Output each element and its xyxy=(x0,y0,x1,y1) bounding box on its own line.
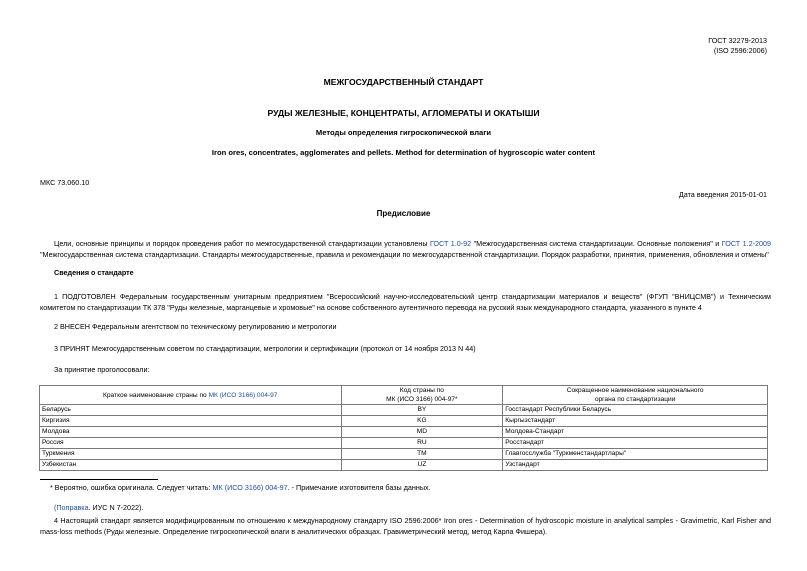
footnote-mk-link[interactable]: МК (ИСО 3166) 004-97 xyxy=(212,483,288,492)
country-cell: Беларусь xyxy=(40,405,342,416)
org-cell: Молдова-Стандарт xyxy=(503,427,768,438)
amendment-text: . ИУС N 7-2022). xyxy=(88,503,144,512)
code-cell: TM xyxy=(341,449,503,460)
doc-title: РУДЫ ЖЕЛЕЗНЫЕ, КОНЦЕНТРАТЫ, АГЛОМЕРАТЫ И ОКАТЫШИ xyxy=(267,108,540,118)
country-cell: Россия xyxy=(40,438,342,449)
header-country xyxy=(40,386,342,405)
table-row xyxy=(40,449,768,460)
table-row xyxy=(40,405,768,416)
country-cell: Молдова xyxy=(40,427,342,438)
paragraph-voted: За принятие проголосовали: xyxy=(54,365,150,374)
header-org-line1: Сокращенное наименование национального xyxy=(566,387,704,394)
iso-code: (ISO 2596:2006) xyxy=(713,46,767,55)
table-header-row xyxy=(40,386,768,405)
paragraph-iso-reference: 4 Настоящий стандарт является модифицированным по отношению к международному стандарту ISO 2596:2006* Iron ores - Determination of hydroscopic moisture in analytical samples - Gravimetric, Karl Fisher and mass-loss methods (Руды железные. Определение гигроскопической влаги в аналитических образцах. Гравиметрический метод, метод Карла Фишера). xyxy=(40,516,771,536)
doc-code-block xyxy=(708,36,767,56)
header-code-line1: Код страны по xyxy=(399,387,444,394)
org-cell: Кыргызстандарт xyxy=(503,416,768,427)
org-cell: Госстандарт Республики Беларусь xyxy=(503,405,768,416)
table-row xyxy=(40,416,768,427)
code-cell: RU xyxy=(341,438,503,449)
footnote xyxy=(50,483,431,492)
header-org xyxy=(503,386,768,405)
amendment-note xyxy=(54,503,143,512)
preface-text: "Межгосударственная система стандартизации. Стандарты межгосударственные, правила и рекомендации по межгосударственной стандартизации. Порядок разработки, принятия, применения, обновления и отмены" xyxy=(40,250,769,259)
preface-heading: Предисловие xyxy=(376,209,431,218)
code-cell: MD xyxy=(341,427,503,438)
mks-code: МКС 73.060.10 xyxy=(40,178,90,187)
header-code-line2: МК (ИСО 3166) 004-97* xyxy=(386,396,458,403)
paragraph-adopted: 3 ПРИНЯТ Межгосударственным советом по стандартизации, метрологии и сертификации (протокол от 14 ноября 2013 N 44) xyxy=(54,344,476,353)
gost-1-0-92-link[interactable]: ГОСТ 1.0-92 xyxy=(429,239,472,248)
preface-paragraph-goals xyxy=(40,238,771,260)
code-cell: KG xyxy=(341,416,503,427)
voting-countries-table xyxy=(39,385,768,471)
country-cell: Узбекистан xyxy=(40,460,342,471)
table-row xyxy=(40,427,768,438)
footnote-text: * Вероятно, ошибка оригинала. Следует читать: xyxy=(50,483,213,492)
header-country-text: Краткое наименование страны по xyxy=(103,391,209,399)
preface-text: Цели, основные принципы и порядок проведения работ по межгосударственной стандартизации установлены xyxy=(54,239,430,248)
org-cell: Главгосслужба "Туркменстандартлары" xyxy=(503,449,768,460)
doc-code: ГОСТ 32279-2013 xyxy=(708,36,767,45)
intro-date: Дата введения 2015-01-01 xyxy=(678,190,767,199)
standard-type: МЕЖГОСУДАРСТВЕННЫЙ СТАНДАРТ xyxy=(323,77,484,87)
code-cell: UZ xyxy=(341,460,503,471)
doc-title-en: Iron ores, concentrates, agglomerates and pellets. Method for determination of hygroscopic water content xyxy=(211,148,596,157)
preface-text: "Межгосударственная система стандартизации. Основные положения" и xyxy=(471,239,722,248)
header-code xyxy=(341,386,503,405)
org-cell: Росстандарт xyxy=(503,438,768,449)
org-cell: Узстандарт xyxy=(503,460,768,471)
table-row xyxy=(40,438,768,449)
info-heading: Сведения о стандарте xyxy=(54,268,134,277)
paragraph-prepared: 1 ПОДГОТОВЛЕН Федеральным государственным унитарным предприятием "Всероссийский научно-исследовательский центр стандартизации материалов и веществ" (ФГУП "ВНИЦСМВ") и Техническим комитетом по стандартизации ТК 378 "Руды железные, марганцевые и хромовые" на основе собственного аутентичного перевода на русский язык международного стандарта, указанного в пункте 4 xyxy=(40,292,771,312)
country-cell: Киргизия xyxy=(40,416,342,427)
mk-iso-3166-link[interactable]: МК (ИСО 3166) 004-97 xyxy=(208,391,278,399)
amendment-link[interactable]: (Поправка xyxy=(54,503,89,512)
doc-subtitle: Методы определения гигроскопической влаги xyxy=(315,128,492,137)
gost-1-2-2009-link[interactable]: ГОСТ 1.2-2009 xyxy=(721,239,771,248)
footnote-divider xyxy=(40,479,158,480)
code-cell: BY xyxy=(341,405,503,416)
table-row xyxy=(40,460,768,471)
footnote-text: . - Примечание изготовителя базы данных. xyxy=(287,483,431,492)
header-org-line2: органа по стандартизации xyxy=(594,396,676,403)
country-cell: Туркмения xyxy=(40,449,342,460)
paragraph-introduced: 2 ВНЕСЕН Федеральным агентством по техническому регулированию и метрологии xyxy=(54,322,337,331)
